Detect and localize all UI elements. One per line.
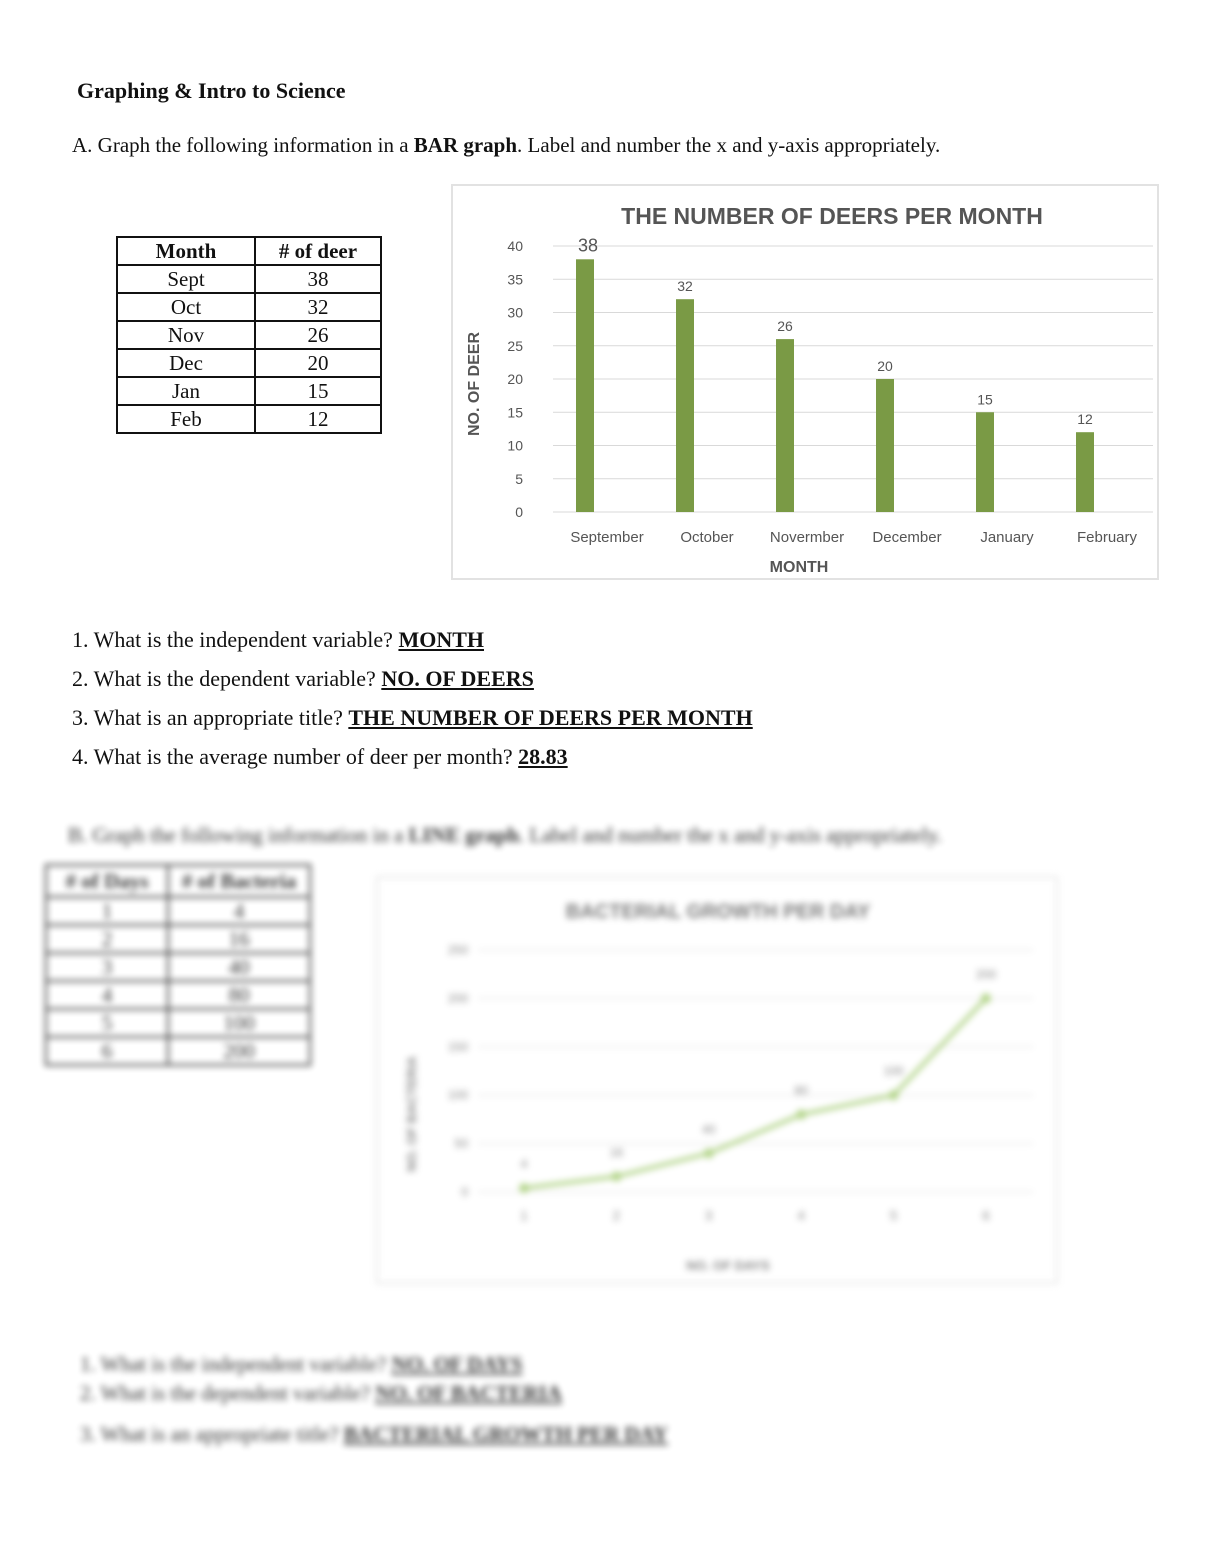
- instr-b-bold: LINE graph: [408, 823, 519, 847]
- x-tick-label: Novermber: [769, 529, 845, 546]
- question-text: 2. What is the dependent variable?: [72, 666, 382, 691]
- answer-text: 28.83: [518, 744, 568, 769]
- answer-text: NO. OF BACTERIA: [375, 1381, 562, 1405]
- answer-text: MONTH: [398, 627, 484, 652]
- page-heading: Graphing & Intro to Science: [77, 78, 346, 103]
- table-cell: Dec: [117, 349, 255, 377]
- table-cell: 100: [168, 1009, 310, 1037]
- y-tick-label: 40: [507, 238, 523, 254]
- x-tick-label: September: [570, 529, 644, 546]
- table-row: [46, 897, 310, 925]
- table-cell: Nov: [117, 321, 255, 349]
- x-tick-label: December: [872, 529, 942, 546]
- y-tick-label: 35: [507, 271, 523, 288]
- question-b2: [80, 1381, 562, 1406]
- x-axis-label: MONTH: [769, 559, 829, 576]
- instr-a-bold: BAR graph: [413, 133, 518, 157]
- y-tick-label: 250: [447, 943, 468, 957]
- data-label: 15: [977, 391, 993, 408]
- table-cell: 3: [46, 953, 168, 981]
- data-label: 80: [794, 1083, 808, 1098]
- data-label: 20: [877, 358, 893, 374]
- table-cell: Oct: [117, 293, 255, 321]
- y-tick-label: 5: [515, 470, 523, 487]
- y-tick-label: 20: [507, 371, 523, 387]
- bacteria-table: [45, 864, 311, 1066]
- y-tick-label: 150: [447, 1039, 468, 1054]
- answer-text: NO. OF DEERS: [381, 666, 534, 691]
- table-cell: 2: [46, 925, 168, 953]
- data-point: [519, 1183, 529, 1193]
- question-b1: [80, 1352, 522, 1377]
- table-cell: 32: [255, 293, 381, 321]
- data-point: [889, 1090, 899, 1100]
- table-cell: 38: [255, 265, 381, 293]
- table-row: [46, 981, 310, 1009]
- answer-text: BACTERIAL GROWTH PER DAY: [343, 1422, 668, 1446]
- question-text: 3. What is an appropriate title?: [80, 1422, 344, 1446]
- question-text: 2. What is the dependent variable?: [80, 1381, 376, 1405]
- x-tick-label: January: [980, 529, 1034, 546]
- answer-text: NO. OF DAYS: [391, 1352, 523, 1376]
- y-tick-label: 50: [454, 1136, 468, 1151]
- table-row: [46, 925, 310, 953]
- question-text: 4. What is the average number of deer per month?: [72, 744, 519, 769]
- x-tick-label: 1: [520, 1208, 528, 1223]
- data-label: 100: [883, 1064, 904, 1079]
- question-text: 3. What is an appropriate title?: [72, 705, 349, 730]
- data-label: 200: [975, 967, 997, 982]
- table-cell: 80: [168, 981, 310, 1009]
- instr-b-suffix: . Label and number the x and y-axis appropriately.: [518, 823, 943, 847]
- y-axis-label: NO. OF BACTERIA: [404, 1056, 419, 1172]
- y-tick-label: 100: [447, 1088, 468, 1103]
- table-cell: 1: [46, 897, 168, 925]
- data-label: 26: [777, 318, 793, 335]
- data-label: 4: [520, 1157, 528, 1172]
- table-header: Month: [117, 237, 255, 265]
- x-axis-label: NO. OF DAYS: [686, 1258, 770, 1273]
- line-chart-container: [376, 876, 1058, 1284]
- data-label: 32: [677, 278, 693, 295]
- table-cell: 15: [255, 377, 381, 405]
- x-tick-label: February: [1076, 529, 1138, 546]
- y-tick-label: 10: [507, 437, 523, 454]
- question-b3: [80, 1422, 668, 1447]
- table-cell: 40: [168, 953, 310, 981]
- table-row: [46, 1009, 310, 1037]
- table-cell: 5: [46, 1009, 168, 1037]
- table-row: [46, 1037, 310, 1065]
- data-label: 38: [577, 235, 599, 256]
- data-point: [796, 1110, 806, 1120]
- table-cell: 4: [46, 981, 168, 1009]
- data-point: [611, 1172, 621, 1182]
- table-cell: 16: [168, 925, 310, 953]
- data-label: 16: [609, 1145, 624, 1160]
- table-cell: 6: [46, 1037, 168, 1065]
- data-label: 12: [1077, 411, 1093, 428]
- y-tick-label: 15: [507, 404, 523, 421]
- series-line: [524, 998, 986, 1188]
- question-text: 1. What is the independent variable?: [80, 1352, 392, 1376]
- instr-a-prefix: A. Graph the following information in a: [72, 133, 414, 157]
- y-tick-label: 200: [447, 991, 468, 1006]
- table-cell: Sept: [117, 265, 255, 293]
- line-chart: [378, 878, 1056, 1282]
- y-axis-label: NO. OF DEER: [466, 331, 483, 437]
- x-tick-label: 6: [982, 1208, 990, 1223]
- y-tick-label: 25: [507, 337, 523, 354]
- table-cell: 12: [255, 405, 381, 433]
- table-header: # of Bacteria: [168, 865, 310, 897]
- instr-a-suffix: . Label and number the x and y-axis appropriately.: [517, 133, 941, 157]
- y-tick-label: 0: [461, 1185, 468, 1199]
- y-tick-label: 30: [507, 304, 523, 321]
- table-cell: 200: [168, 1037, 310, 1065]
- section-b-instructions: [68, 823, 942, 848]
- table-cell: 26: [255, 321, 381, 349]
- data-point: [981, 993, 991, 1003]
- table-header: # of deer: [255, 237, 381, 265]
- table-header: # of Days: [46, 865, 168, 897]
- y-tick-label: 0: [515, 504, 523, 520]
- table-cell: 20: [255, 349, 381, 377]
- x-tick-label: 5: [889, 1208, 898, 1223]
- table-row: [46, 953, 310, 981]
- table-cell: Feb: [117, 405, 255, 433]
- chart-title: THE NUMBER OF DEERS PER MONTH: [621, 203, 1043, 229]
- x-tick-label: 4: [797, 1208, 805, 1223]
- data-label: 40: [702, 1122, 716, 1137]
- chart-title: BACTERIAL GROWTH PER DAY: [565, 901, 871, 923]
- data-point: [704, 1148, 714, 1158]
- table-cell: 4: [168, 897, 310, 925]
- x-tick-label: 2: [612, 1208, 621, 1223]
- x-tick-label: 3: [705, 1208, 713, 1223]
- table-cell: Jan: [117, 377, 255, 405]
- x-tick-label: October: [680, 529, 734, 546]
- question-text: 1. What is the independent variable?: [72, 627, 399, 652]
- instr-b-prefix: B. Graph the following information in a: [68, 823, 409, 847]
- answer-text: THE NUMBER OF DEERS PER MONTH: [348, 705, 753, 730]
